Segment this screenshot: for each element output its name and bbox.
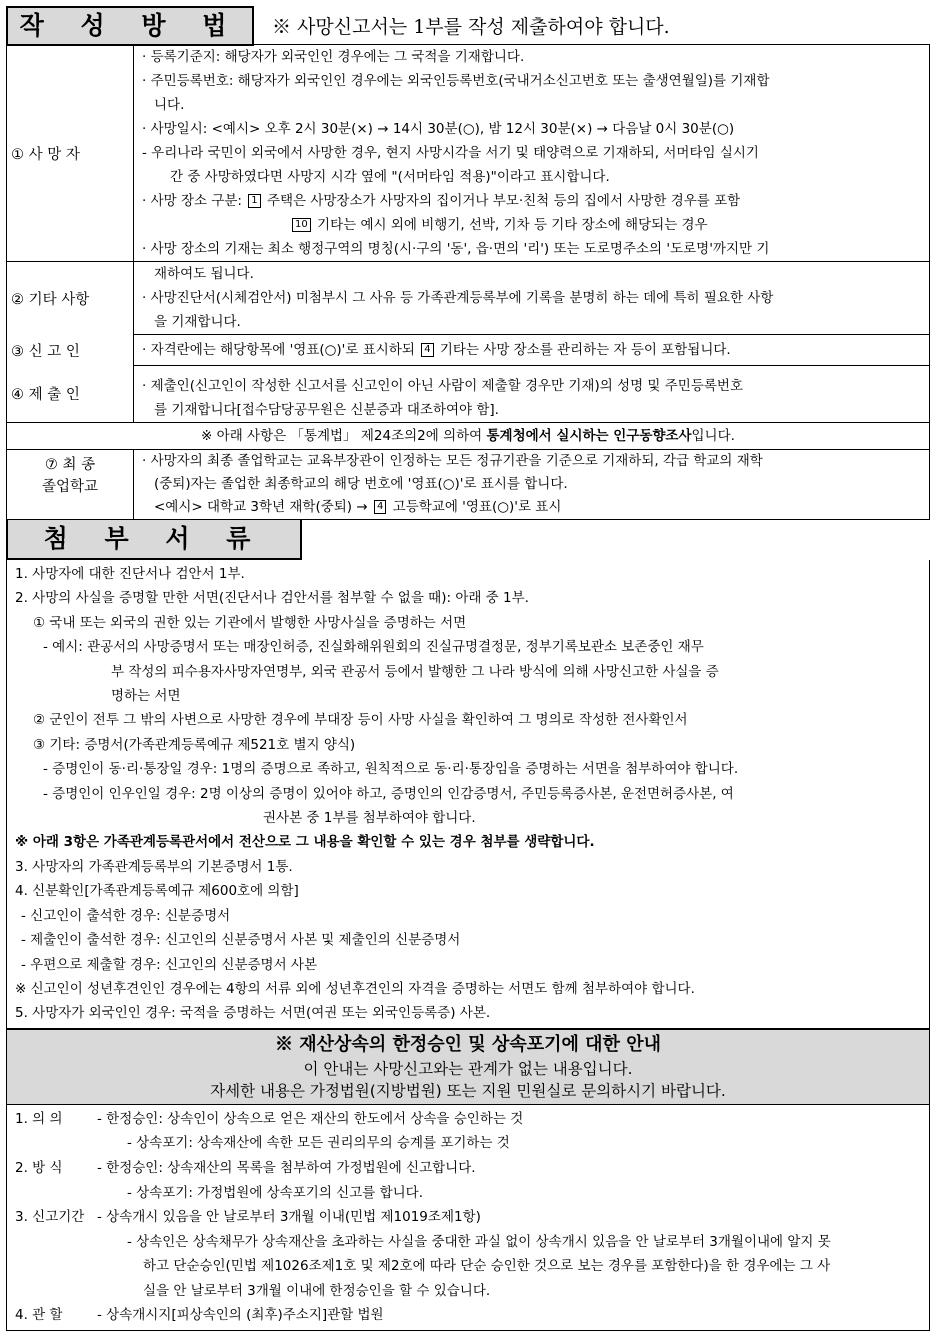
other-content: 재하여도 됩니다. · 사망진단서(시체검안서) 미첨부시 그 사유 등 가족관계등록부에 기록을 분명히 하는 데에 특히 필요한 사항 을 기재합니다. bbox=[134, 262, 930, 335]
attachment-line: 2. 사망의 사실을 증명할 만한 서면(진단서나 검안서를 첨부할 수 없을 때): 아래 중 1부. bbox=[15, 590, 529, 607]
education-content: · 사망자의 최종 졸업학교는 교육부장관이 인정하는 모든 정규기관을 기준으로 기재하되, 각급 학교의 재학 (중퇴)자는 졸업한 최종학교의 해당 번호에 '영표(○)'로 표시를 합니다. <예시> 대학교 3학년 재학(중퇴) → 4 고등학교에 '영표(○)'로 표시 bbox=[134, 450, 930, 520]
inheritance-list bbox=[6, 1105, 930, 1331]
inheritance-item-text: - 상속포기: 가정법원에 상속포기의 신고를 합니다. bbox=[127, 1184, 423, 1201]
inheritance-subtitle: 자세한 내용은 가정법원(지방법원) 또는 지원 민원실로 문의하시기 바랍니다. bbox=[210, 1081, 726, 1100]
attachments-list bbox=[6, 560, 930, 1029]
deceased-label: ① 사 망 자 bbox=[7, 45, 134, 262]
education-label: ⑦ 최 종 졸업학교 bbox=[7, 450, 134, 520]
inheritance-item-text: 실을 안 날로부터 3개월 이내에 한정승인을 할 수 있습니다. bbox=[143, 1282, 491, 1299]
inheritance-line bbox=[15, 1131, 923, 1156]
inheritance-item-key: 1. 의 의 bbox=[15, 1110, 63, 1127]
attachments-header bbox=[6, 520, 930, 560]
reporter-content: · 자격란에는 해당항목에 '영표(○)'로 표시하되 4 기타는 사망 장소를 관리하는 자 등이 포함됩니다. bbox=[134, 335, 930, 366]
submitter-label: ④ 제 출 인 bbox=[7, 366, 134, 423]
attachment-line: - 증명인이 인우인일 경우: 2명 이상의 증명이 있어야 하고, 증명인의 인감증명서, 주민등록증사본, 운전면허증사본, 여 bbox=[43, 785, 734, 802]
method-title: 작 성 방 법 bbox=[6, 6, 254, 46]
code-box: 4 bbox=[421, 343, 433, 357]
other-label: ② 기타 사항 bbox=[7, 262, 134, 335]
attachment-line: 부 작성의 피수용자사망자연명부, 외국 관공서 등에서 발행한 그 나라 방식에 의해 사망신고한 사실을 증 bbox=[111, 663, 719, 680]
code-box: 10 bbox=[292, 218, 311, 232]
inheritance-item-text: - 상속개시지[피상속인의 (최후)주소지]관할 법원 bbox=[97, 1307, 384, 1324]
place-type-line: · 사망 장소 구분: 1 주택은 사망장소가 사망자의 집이거나 부모·친척 등의 집에서 사망한 경우를 포함 bbox=[142, 193, 741, 209]
attachment-line: - 예시: 관공서의 사망증명서 또는 매장인허증, 진실화해위원회의 진실규명결정문, 정부기록보관소 보존중인 재무 bbox=[43, 639, 704, 656]
inheritance-line bbox=[15, 1230, 923, 1255]
attachment-line: 4. 신분확인[가족관계등록예규 제600호에 의함] bbox=[15, 883, 299, 900]
inheritance-line bbox=[15, 1181, 923, 1206]
inheritance-line bbox=[15, 1156, 923, 1181]
statistics-note: ※ 아래 사항은 「통계법」 제24조의2에 의하여 통계청에서 실시하는 인구동향조사입니다. bbox=[7, 423, 930, 450]
inheritance-item-key: 4. 관 할 bbox=[15, 1307, 63, 1324]
attachment-line: ① 국내 또는 외국의 권한 있는 기관에서 발행한 사망사실을 증명하는 서면 bbox=[33, 614, 467, 631]
attachments-title: 첨 부 서 류 bbox=[6, 520, 302, 560]
method-table bbox=[6, 44, 930, 520]
inheritance-item-key: 2. 방 식 bbox=[15, 1159, 63, 1176]
inheritance-item-text: - 상속포기: 상속재산에 속한 모든 권리의무의 승계를 포기하는 것 bbox=[127, 1135, 510, 1152]
inheritance-item-text: - 한정승인: 상속인이 상속으로 얻은 재산의 한도에서 상속을 승인하는 것 bbox=[97, 1110, 524, 1127]
inheritance-item-text: 하고 단순승인(민법 제1026조제1호 및 제2호에 따라 단순 승인한 것으로 보는 경우를 포함한다)을 한 경우에는 그 사 bbox=[143, 1258, 831, 1275]
inheritance-title: ※ 재산상속의 한정승인 및 상속포기에 대한 안내 bbox=[275, 1033, 661, 1055]
attachment-line: ② 군인이 전투 그 밖의 사변으로 사망한 경우에 부대장 등이 사망 사실을 확인하여 그 명의로 작성한 전사확인서 bbox=[33, 712, 688, 729]
attachment-line: 5. 사망자가 외국인인 경우: 국적을 증명하는 서면(여권 또는 외국인등록증) 사본. bbox=[15, 1005, 491, 1022]
code-box: 1 bbox=[248, 194, 260, 208]
inheritance-line bbox=[15, 1254, 923, 1279]
attachment-line: ※ 신고인이 성년후견인인 경우에는 4항의 서류 외에 성년후견인의 자격을 증명하는 서면도 함께 첨부하여야 합니다. bbox=[15, 980, 695, 997]
inheritance-subtitle: 이 안내는 사망신고와는 관계가 없는 내용입니다. bbox=[303, 1059, 633, 1078]
method-header bbox=[6, 6, 930, 44]
attachment-line: 명하는 서면 bbox=[111, 688, 181, 705]
inheritance-item-text: - 상속인은 상속채무가 상속재산을 초과하는 사실을 중대한 과실 없이 상속개시 있음을 안 날로부터 3개월이내에 알지 못 bbox=[127, 1233, 831, 1250]
inheritance-item-key: 3. 신고기간 bbox=[15, 1209, 85, 1226]
attachment-line: ※ 아래 3항은 가족관계등록관서에서 전산으로 그 내용을 확인할 수 있는 경우 첨부를 생략합니다. bbox=[15, 834, 595, 851]
attachment-line: 3. 사망자의 가족관계등록부의 기본증명서 1통. bbox=[15, 858, 293, 875]
attachment-line: 1. 사망자에 대한 진단서나 검안서 1부. bbox=[15, 566, 245, 582]
submitter-content: · 제출인(신고인이 작성한 신고서를 신고인이 아닌 사람이 제출할 경우만 기재)의 성명 및 주민등록번호 를 기재합니다[접수담당공무원은 신분증과 대조하여야 함]. bbox=[134, 366, 930, 423]
method-note: ※ 사망신고서는 1부를 작성 제출하여야 합니다. bbox=[272, 16, 670, 38]
attachment-line: - 신고인이 출석한 경우: 신분증명서 bbox=[21, 907, 231, 924]
inheritance-line bbox=[15, 1303, 923, 1328]
inheritance-line bbox=[15, 1107, 923, 1132]
attachment-line: ③ 기타: 증명서(가족관계등록예규 제521호 별지 양식) bbox=[33, 736, 356, 753]
attachment-line: 권사본 중 1부를 첨부하여야 합니다. bbox=[263, 810, 476, 827]
inheritance-item-text: - 한정승인: 상속재산의 목록을 첨부하여 가정법원에 신고합니다. bbox=[97, 1159, 476, 1176]
death-report-instructions bbox=[6, 6, 930, 1340]
inheritance-header bbox=[6, 1029, 930, 1105]
inheritance-item-text: - 상속개시 있음을 안 날로부터 3개월 이내(민법 제1019조제1항) bbox=[97, 1209, 481, 1226]
reporter-label: ③ 신 고 인 bbox=[7, 335, 134, 366]
attachment-line: - 우편으로 제출할 경우: 신고인의 신분증명서 사본 bbox=[21, 956, 317, 973]
inheritance-line bbox=[15, 1205, 923, 1230]
inheritance-line bbox=[15, 1279, 923, 1304]
attachment-line: - 제출인이 출석한 경우: 신고인의 신분증명서 사본 및 제출인의 신분증명서 bbox=[21, 932, 461, 949]
code-box: 4 bbox=[374, 500, 386, 514]
deceased-content: · 등록기준지: 해당자가 외국인인 경우에는 그 국적을 기재합니다. · 주민등록번호: 해당자가 외국인인 경우에는 외국인등록번호(국내거소신고번호 또는 출생연월일)를 기재합 니다. · 사망일시: <예시> 오후 2시 30분(×) → 14시 30분(○), 밤 12시 30분(×) → 다음날 0시 30분(○) - 우리나라 국민이 외국에서 사망한 경우, 현지 사망시각을 서기 및 태양력으로 기재하되, 서머타임 실시기 간 중 사망하였다면 사망지 시각 옆에 "(서머타임 적용)"이라고 표시합니다. · 사망 장소 구분: 1 주택은 사망장소가 사망자의 집이거나 부모·친척 등의 집에서 사망한 경우를 포함 10 기타는 예시 외에 비행기, 선박, 기차 등 기타 장소에 해당되는 경우 · 사망 장소의 기재는 최소 행정구역의 명칭(시·구의 '동', 읍·면의 '리') 또는 도로명주소의 '도로명'까지만 기 bbox=[134, 45, 930, 262]
attachment-line: - 증명인이 동·리·통장일 경우: 1명의 증명으로 족하고, 원칙적으로 동·리·통장임을 증명하는 서면을 첨부하여야 합니다. bbox=[43, 761, 739, 778]
place-type-line: 10 기타는 예시 외에 비행기, 선박, 기차 등 기타 장소에 해당되는 경우 bbox=[142, 213, 923, 237]
